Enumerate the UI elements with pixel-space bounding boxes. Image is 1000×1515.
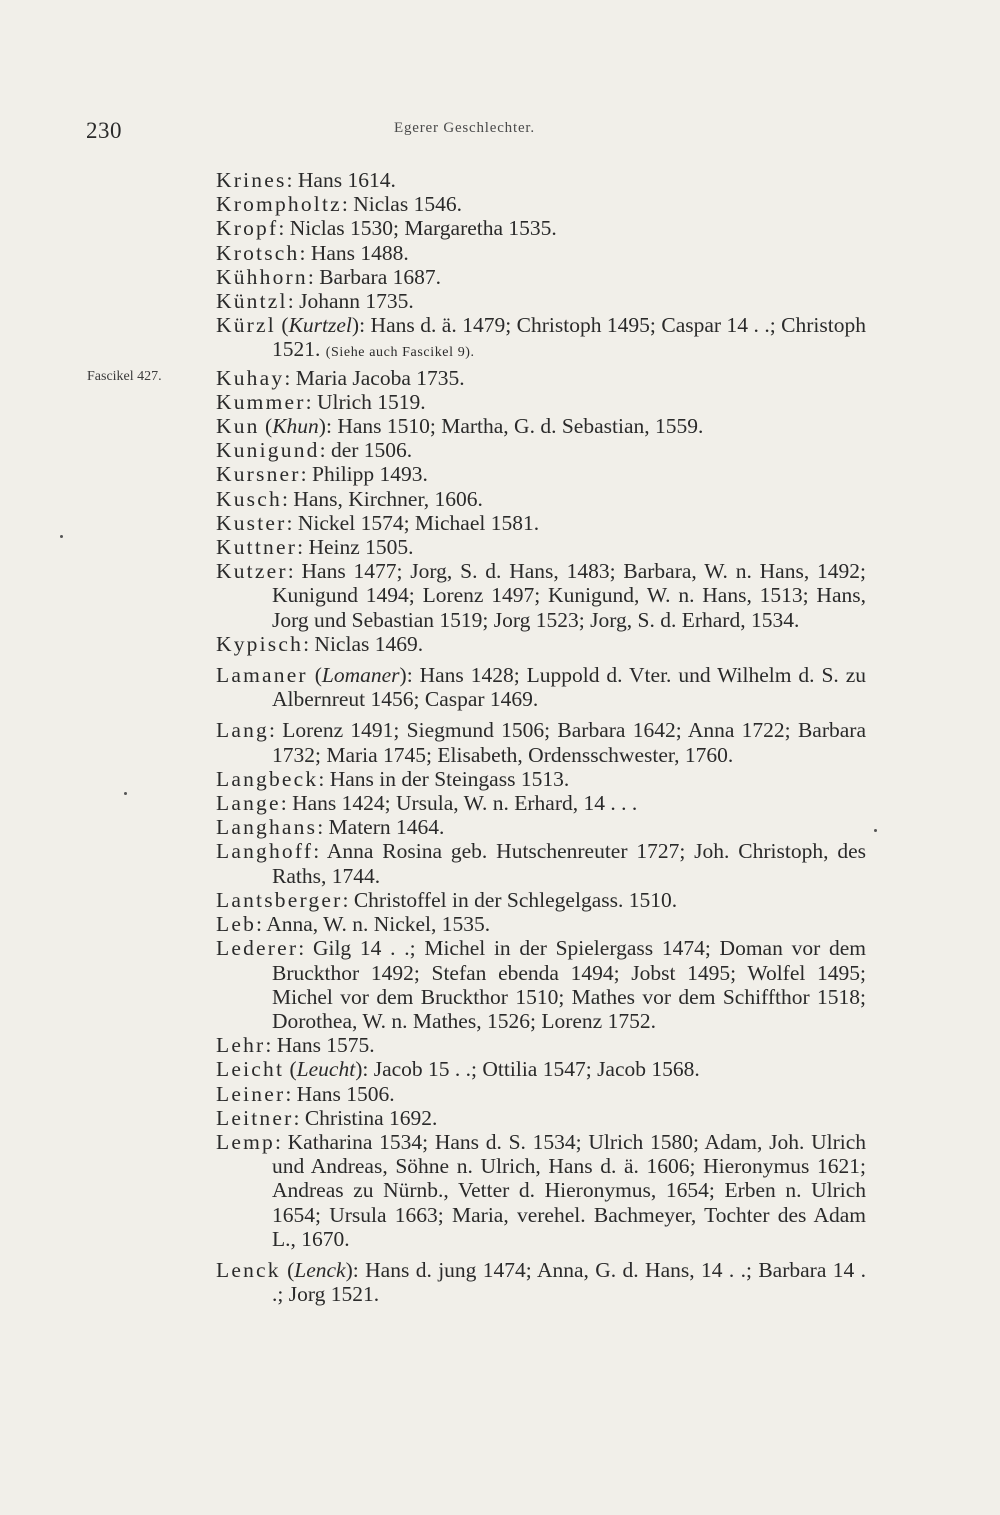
entry-surname: Lederer <box>216 936 299 961</box>
entry-text: Christoffel in der Schlegelgass. 1510. <box>353 887 678 912</box>
register-entry: Leicht (Leucht): Jacob 15 . .; Ottilia 1547; Jacob 1568. <box>216 1057 700 1082</box>
entry-text: Hans 1428; Luppold d. Vter. und Wilhelm d. S. zu Albernreut 1456; Caspar 1469. <box>272 663 866 712</box>
register-entry: Kuhay: Maria Jacoba 1735. <box>216 365 465 390</box>
register-entry: Kursner: Philipp 1493. <box>216 462 428 487</box>
register-entry: Kuster: Nickel 1574; Michael 1581. <box>216 510 540 535</box>
entry-surname: Lang <box>216 718 269 743</box>
register-entry: Lantsberger: Christoffel in der Schlegelgass. 1510. <box>216 887 678 912</box>
register-entry: Kühhorn: Barbara 1687. <box>216 264 441 289</box>
entry-surname: Lemp <box>216 1129 275 1154</box>
entry-text: Maria Jacoba 1735. <box>295 365 465 390</box>
entry-surname: Leitner <box>216 1105 294 1130</box>
margin-note: Fascikel 427. <box>87 369 162 384</box>
entry-text: Matern 1464. <box>328 815 445 840</box>
entry-text: der 1506. <box>330 438 413 463</box>
entry-surname: Leiner <box>216 1081 286 1106</box>
register-entry: Kropf: Niclas 1530; Margaretha 1535. <box>216 216 557 241</box>
entry-surname: Kuster <box>216 510 287 535</box>
entry-text: Hans 1488. <box>310 240 409 265</box>
entry-surname: Lamaner <box>216 663 308 688</box>
entry-surname: Kühhorn <box>216 264 308 289</box>
entry-text: Gilg 14 . .; Michel in der Spielergass 1474; Doman vor dem Bruckthor 1492; Stefan ebenda 1494; Jobst 1495; Wolfel 1495; Michel vor dem Bruckthor 1510; Mathes vor dem Schiffthor 1518; Dorothea, W. n. Mathes, 1526; Lorenz 1752. <box>272 936 866 1033</box>
register-entry: Langbeck: Hans in der Steingass 1513. <box>216 766 570 791</box>
register-entry: Leitner: Christina 1692. <box>216 1105 438 1130</box>
entry-text: Hans 1575. <box>276 1033 375 1058</box>
entry-surname: Kummer <box>216 389 306 414</box>
entry-surname: Langhans <box>216 815 318 840</box>
entry-text: Lorenz 1491; Siegmund 1506; Barbara 1642; Anna 1722; Barbara 1732; Maria 1745; Elisabeth, Ordensschwester, 1760. <box>272 718 866 767</box>
entry-surname: Küntzl <box>216 289 288 314</box>
entry-surname: Leb <box>216 912 257 937</box>
entry-text: Anna Rosina geb. Hutschenreuter 1727; Joh. Christoph, des Raths, 1744. <box>272 839 866 888</box>
register-entry: Kummer: Ulrich 1519. <box>216 389 426 414</box>
register-entry: Krines: Hans 1614. <box>216 168 396 192</box>
entry-text: Niclas 1546. <box>353 192 462 217</box>
register-entry: Lenck (Lenck): Hans d. jung 1474; Anna, G. d. Hans, 14 . .; Barbara 14 . .; Jorg 1521. <box>216 1257 866 1307</box>
register-entry: Küntzl: Johann 1735. <box>216 289 414 314</box>
register-entry: Lange: Hans 1424; Ursula, W. n. Erhard, 14 . . . <box>216 791 638 816</box>
entry-surname: Kusch <box>216 486 282 511</box>
entry-surname: Lehr <box>216 1033 266 1058</box>
print-speck <box>874 829 877 832</box>
entry-text: Philipp 1493. <box>312 462 428 487</box>
entry-surname: Lantsberger <box>216 887 343 912</box>
entry-surname: Lenck <box>216 1257 281 1282</box>
register-entry: Lang: Lorenz 1491; Siegmund 1506; Barbara 1642; Anna 1722; Barbara 1732; Maria 1745; Elisabeth, Ordensschwester, 1760. <box>216 718 866 767</box>
entry-surname: Langhoff <box>216 839 314 864</box>
register-entry: Langhoff: Anna Rosina geb. Hutschenreuter 1727; Joh. Christoph, des Raths, 1744. <box>216 839 866 888</box>
print-speck <box>124 792 127 795</box>
entry-variant: Kurtzel <box>288 313 352 338</box>
entry-text: Hans d. jung 1474; Anna, G. d. Hans, 14 . .; Barbara 14 . .; Jorg 1521. <box>272 1257 866 1307</box>
register-entry: Leiner: Hans 1506. <box>216 1081 395 1106</box>
entry-text: Nickel 1574; Michael 1581. <box>297 510 540 535</box>
register-entry: Lehr: Hans 1575. <box>216 1033 375 1058</box>
entry-text: Hans 1510; Martha, G. d. Sebastian, 1559. <box>337 414 704 439</box>
entry-text: Hans d. ä. 1479; Christoph 1495; Caspar 14 . .; Christoph 1521. <box>272 313 866 362</box>
register-entry: Kürzl (Kurtzel): Hans d. ä. 1479; Christoph 1495; Caspar 14 . .; Christoph 1521. (Siehe auch Fascikel 9). <box>216 313 866 362</box>
entry-surname: Leicht <box>216 1057 285 1082</box>
entry-text: Johann 1735. <box>299 289 414 314</box>
register-entries <box>216 168 866 1306</box>
register-entry: Lamaner (Lomaner): Hans 1428; Luppold d. Vter. und Wilhelm d. S. zu Albernreut 1456; Caspar 1469. <box>216 663 866 712</box>
entry-text: Heinz 1505. <box>308 535 414 560</box>
entry-surname: Krompholtz <box>216 192 342 217</box>
register-entry: Kutzer: Hans 1477; Jorg, S. d. Hans, 1483; Barbara, W. n. Hans, 1492; Kunigund 1494; Lorenz 1497; Kunigund, W. n. Hans, 1513; Hans, Jorg und Sebastian 1519; Jorg 1523; Jorg, S. d. Erhard, 1534. <box>216 559 866 632</box>
entry-text: Hans 1614. <box>297 168 396 192</box>
entry-surname: Kursner <box>216 462 301 487</box>
entry-surname: Kropf <box>216 216 279 241</box>
entry-surname: Kunigund <box>216 438 320 463</box>
entry-surname: Kürzl <box>216 313 276 338</box>
print-speck <box>60 535 63 538</box>
entry-surname: Lange <box>216 791 281 816</box>
register-entry: Kypisch: Niclas 1469. <box>216 631 424 656</box>
register-entry: Krotsch: Hans 1488. <box>216 240 409 265</box>
register-entry: Langhans: Matern 1464. <box>216 815 445 840</box>
entry-variant: Khun <box>272 414 319 439</box>
entry-text: Hans 1424; Ursula, W. n. Erhard, 14 . . . <box>292 791 638 816</box>
entry-surname: Langbeck <box>216 766 319 791</box>
entry-text: Jacob 15 . .; Ottilia 1547; Jacob 1568. <box>373 1057 700 1082</box>
entry-text: Katharina 1534; Hans d. S. 1534; Ulrich 1580; Adam, Joh. Ulrich und Andreas, Söhne n. Ulrich, Hans d. ä. 1606; Hieronymus 1621; Andreas zu Nürnb., Vetter d. Hieronymus, 1654; Erben n. Ulrich 1654; Ursula 1663; Maria, verehel. Bachmeyer, Tochter des Adam L., 1670. <box>272 1129 866 1251</box>
register-entry: Kunigund: der 1506. <box>216 438 413 463</box>
entry-surname: Kuhay <box>216 365 285 390</box>
register-entry: Kuttner: Heinz 1505. <box>216 535 414 560</box>
entry-text: Hans 1477; Jorg, S. d. Hans, 1483; Barbara, W. n. Hans, 1492; Kunigund 1494; Lorenz 1497; Kunigund, W. n. Hans, 1513; Hans, Jorg und Sebastian 1519; Jorg 1523; Jorg, S. d. Erhard, 1534. <box>272 559 866 632</box>
register-entry: Leb: Anna, W. n. Nickel, 1535. <box>216 912 491 937</box>
register-entry: Krompholtz: Niclas 1546. <box>216 192 462 217</box>
entry-text: Anna, W. n. Nickel, 1535. <box>266 912 491 937</box>
entry-surname: Kun <box>216 414 260 439</box>
entry-text: Christina 1692. <box>304 1105 438 1130</box>
entry-surname: Kypisch <box>216 631 304 656</box>
entry-note: (Siehe auch Fascikel 9). <box>325 345 475 361</box>
entry-text: Niclas 1530; Margaretha 1535. <box>289 216 557 241</box>
entry-text: Hans 1506. <box>296 1081 395 1106</box>
entry-text: Niclas 1469. <box>314 631 424 656</box>
entry-surname: Krines <box>216 168 287 192</box>
register-entry: Lederer: Gilg 14 . .; Michel in der Spielergass 1474; Doman vor dem Bruckthor 1492; Stefan ebenda 1494; Jobst 1495; Wolfel 1495; Michel vor dem Bruckthor 1510; Mathes vor dem Schiffthor 1518; Dorothea, W. n. Mathes, 1526; Lorenz 1752. <box>216 936 866 1033</box>
entry-surname: Kuttner <box>216 535 298 560</box>
entry-text: Hans, Kirchner, 1606. <box>293 486 483 511</box>
entry-variant: Lomaner <box>321 663 400 688</box>
entry-variant: Leucht <box>296 1057 356 1082</box>
running-head: Egerer Geschlechter. <box>394 120 535 136</box>
entry-text: Barbara 1687. <box>319 264 441 289</box>
entry-variant: Lenck <box>294 1257 346 1282</box>
register-entry: Kun (Khun): Hans 1510; Martha, G. d. Sebastian, 1559. <box>216 414 704 439</box>
entry-text: Hans in der Steingass 1513. <box>329 766 570 791</box>
register-entry: Kusch: Hans, Kirchner, 1606. <box>216 486 483 511</box>
page-number: 230 <box>86 118 122 143</box>
entry-surname: Krotsch <box>216 240 300 265</box>
register-entry: Lemp: Katharina 1534; Hans d. S. 1534; Ulrich 1580; Adam, Joh. Ulrich und Andreas, Söhne n. Ulrich, Hans d. ä. 1606; Hieronymus 1621; Andreas zu Nürnb., Vetter d. Hieronymus, 1654; Erben n. Ulrich 1654; Ursula 1663; Maria, verehel. Bachmeyer, Tochter des Adam L., 1670. <box>216 1129 866 1251</box>
entry-surname: Kutzer <box>216 559 288 584</box>
entry-text: Ulrich 1519. <box>317 389 426 414</box>
